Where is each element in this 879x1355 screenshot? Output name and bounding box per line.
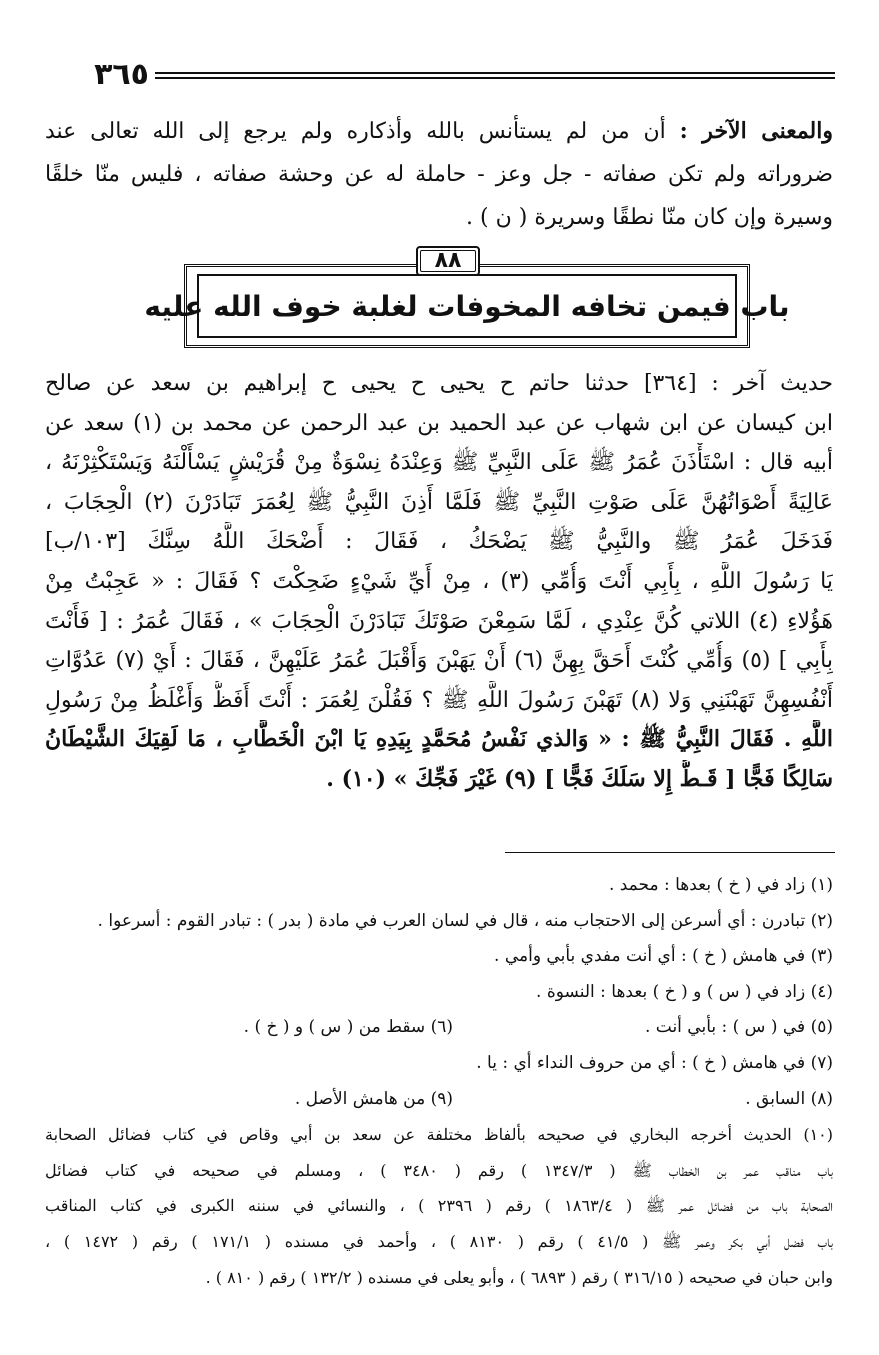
intro-line: وسيرة وإن كان منّا نطقًا وسريرة ( ن ) . [466,205,833,230]
intro-paragraph [45,110,833,239]
footnote-row [45,975,833,1011]
footnote-row [45,1082,833,1118]
chapter-banner-inner [144,274,790,338]
footnote-9: (٩) من هامش الأصل . [294,1088,453,1109]
header-rule [155,72,835,79]
footnote-row [45,868,833,904]
footnote-4: (٤) زاد في ( س ) و ( خ ) بعدها : النسوة . [536,981,833,1002]
intro-line-text: أن من لم يستأنس بالله وأذكاره ولم يرجع إلى الله تعالى عند [45,119,666,144]
footnote-separator [505,852,835,853]
chapter-title: باب فيمن تخافه المخوفات لغلبة خوف الله عليه [144,289,790,323]
footnote-10-line: باب مناقب عمر بن الخطاب ﷺ ( ١٣٤٧/٣ ) رقم ( ٣٤٨٠ ) ، ومسلم في صحيحه في كتاب فضائل [45,1160,833,1180]
footnote-8: (٨) السابق . [745,1088,833,1109]
hadith-line: ابن كيسان عن ابن شهاب عن عبد الحميد بن عبد الرحمن عن محمد بن (١) سعد عن [45,410,833,436]
hadith-line: أَنْفُسِهِنَّ تَهَبْنَنِي وَلا (٨) تَهَبْنَ رَسُولَ اللَّهِ ﷺ ؟ فَقُلْنَ لِعُمَرَ : أَنْتَ أَفَظُّ وَأَغْلَظُ مِنْ رَسُولِ [45,687,833,713]
hadith-line: أبيه قال : اسْتَأْذَنَ عُمَرُ ﷺ عَلَى النَّبِيِّ ﷺ وَعِنْدَهُ نِسْوَةٌ مِنْ قُرَيْشٍ يَسْأَلْنَهُ وَيَسْتَكْثِرْنَهُ ، [45,450,833,476]
intro-line [45,110,833,153]
footnote-1: (١) زاد في ( خ ) بعدها : محمد . [608,875,833,895]
hadith-text [45,364,833,800]
page-number: ٣٦٥ [94,57,149,92]
footnote-2: (٢) تبادرن : أي أسرعن إلى الاحتجاب منه ، قال في لسان العرب في مادة ( بدر ) : تبادر القوم : أسرعوا . [97,910,833,931]
footnote-10-line: وابن حبان في صحيحه ( ٣١٦/١٥ ) رقم ( ٦٨٩٣ ) ، وأبو يعلى في مسنده ( ١٣٢/٢ ) رقم ( ٨١٠ ) . [205,1267,833,1287]
footnote-row [45,1046,833,1082]
footnotes [45,868,833,1295]
hadith-line: يَا رَسُولَ اللَّهِ ، بِأَبِي أَنْتَ وَأُمِّي (٣) ، مِنْ أَيِّ شَيْءٍ ضَحِكْتَ ؟ فَقَالَ : « عَجِبْتُ مِنْ [45,568,833,594]
footnote-10-line: (١٠) الحديث أخرجه البخاري في صحيحه بألفاظ مختلفة عن سعد بن أبي وقاص في كتاب فضائل الصحابة [45,1125,833,1145]
footnote-row [45,939,833,975]
hadith-line: سَالِكًا فَجًّا [ قَـطُّ إِلا سَلَكَ فَجًّا ] (٩) غَيْرَ فَجِّكَ » (١٠) . [326,765,833,792]
footnote-5: (٥) في ( س ) : بأبي أنت . [644,1017,833,1038]
hadith-line: اللَّهِ . فَقَالَ النَّبِيُّ ﷺ : « وَالذي نَفْسُ مُحَمَّدٍ بِيَدِهِ يَا ابْنَ الْخَطَّابِ ، مَا لَقِيَكَ الشَّيْطَانُ [45,726,833,753]
hadith-line: بِأَبِي ] (٥) وَأُمِّي كُنْتَ أَحَقَّ بِهِنَّ (٦) أَنْ يَهَبْنَ وَأَقْبَلَ عُمَرُ عَلَيْهِنَّ ، فَقَالَ : أَيْ (٧) عَدُوَّاتِ [45,648,833,674]
chapter-number-box [416,246,480,276]
footnote-row [45,1010,833,1046]
chapter-banner [144,264,790,348]
hadith-line: عَالِيَةً أَصْوَاتُهُنَّ عَلَى صَوْتِ النَّبِيِّ ﷺ فَلَمَّا أَذِنَ النَّبِيُّ ﷺ لِعُمَرَ تَبَادَرْنَ (٢) الْحِجَابَ ، [45,489,833,515]
footnote-10-line: باب فضل أبي بكر وعمر ﷺ ( ٤١/٥ ) رقم ( ٨١٣٠ ) ، وأحمد في مسنده ( ١٧١/١ ) رقم ( ١٤٧٢ ) ، [45,1231,833,1251]
intro-lead: والمعنى الآخر : [679,118,833,144]
hadith-line: فَدَخَلَ عُمَرُ ﷺ والنَّبِيُّ ﷺ يَضْحَكُ ، فَقَالَ : أَضْحَكَ اللَّهُ سِنَّكَ [١٠٣/ب] [45,529,833,555]
footnote-10-line: الصحابة باب من فضائل عمر ﷺ ( ١٨٦٣/٤ ) رقم ( ٢٣٩٦ ) ، والنسائي في سننه الكبرى في كتاب المناقب [45,1196,833,1216]
intro-line: ضروراته ولم تكن صفاته - جل وعز - حاملة له عن وحشة صفاته ، فليس منّا خلقًا [45,162,833,187]
hadith-line: هَؤُلاءِ (٤) اللاتي كُنَّ عِنْدِي ، لَمَّا سَمِعْنَ صَوْتَكَ تَبَادَرْنَ الْحِجَابَ » ، فَقَالَ عُمَرُ : [ فَأَنْتَ [45,608,833,634]
footnote-row [45,904,833,940]
footnote-3: (٣) في هامش ( خ ) : أي أنت مفدي بأبي وأمي . [494,946,833,967]
chapter-number: ٨٨ [434,248,462,273]
footnote-6: (٦) سقط من ( س ) و ( خ ) . [243,1017,453,1038]
footnote-7: (٧) في هامش ( خ ) : أي من حروف النداء أي : يا . [476,1052,833,1073]
hadith-line: حديث آخر : [٣٦٤] حدثنا حاتم ح يحيى ح يحيى ح إبراهيم بن سعد عن صالح [45,371,833,396]
